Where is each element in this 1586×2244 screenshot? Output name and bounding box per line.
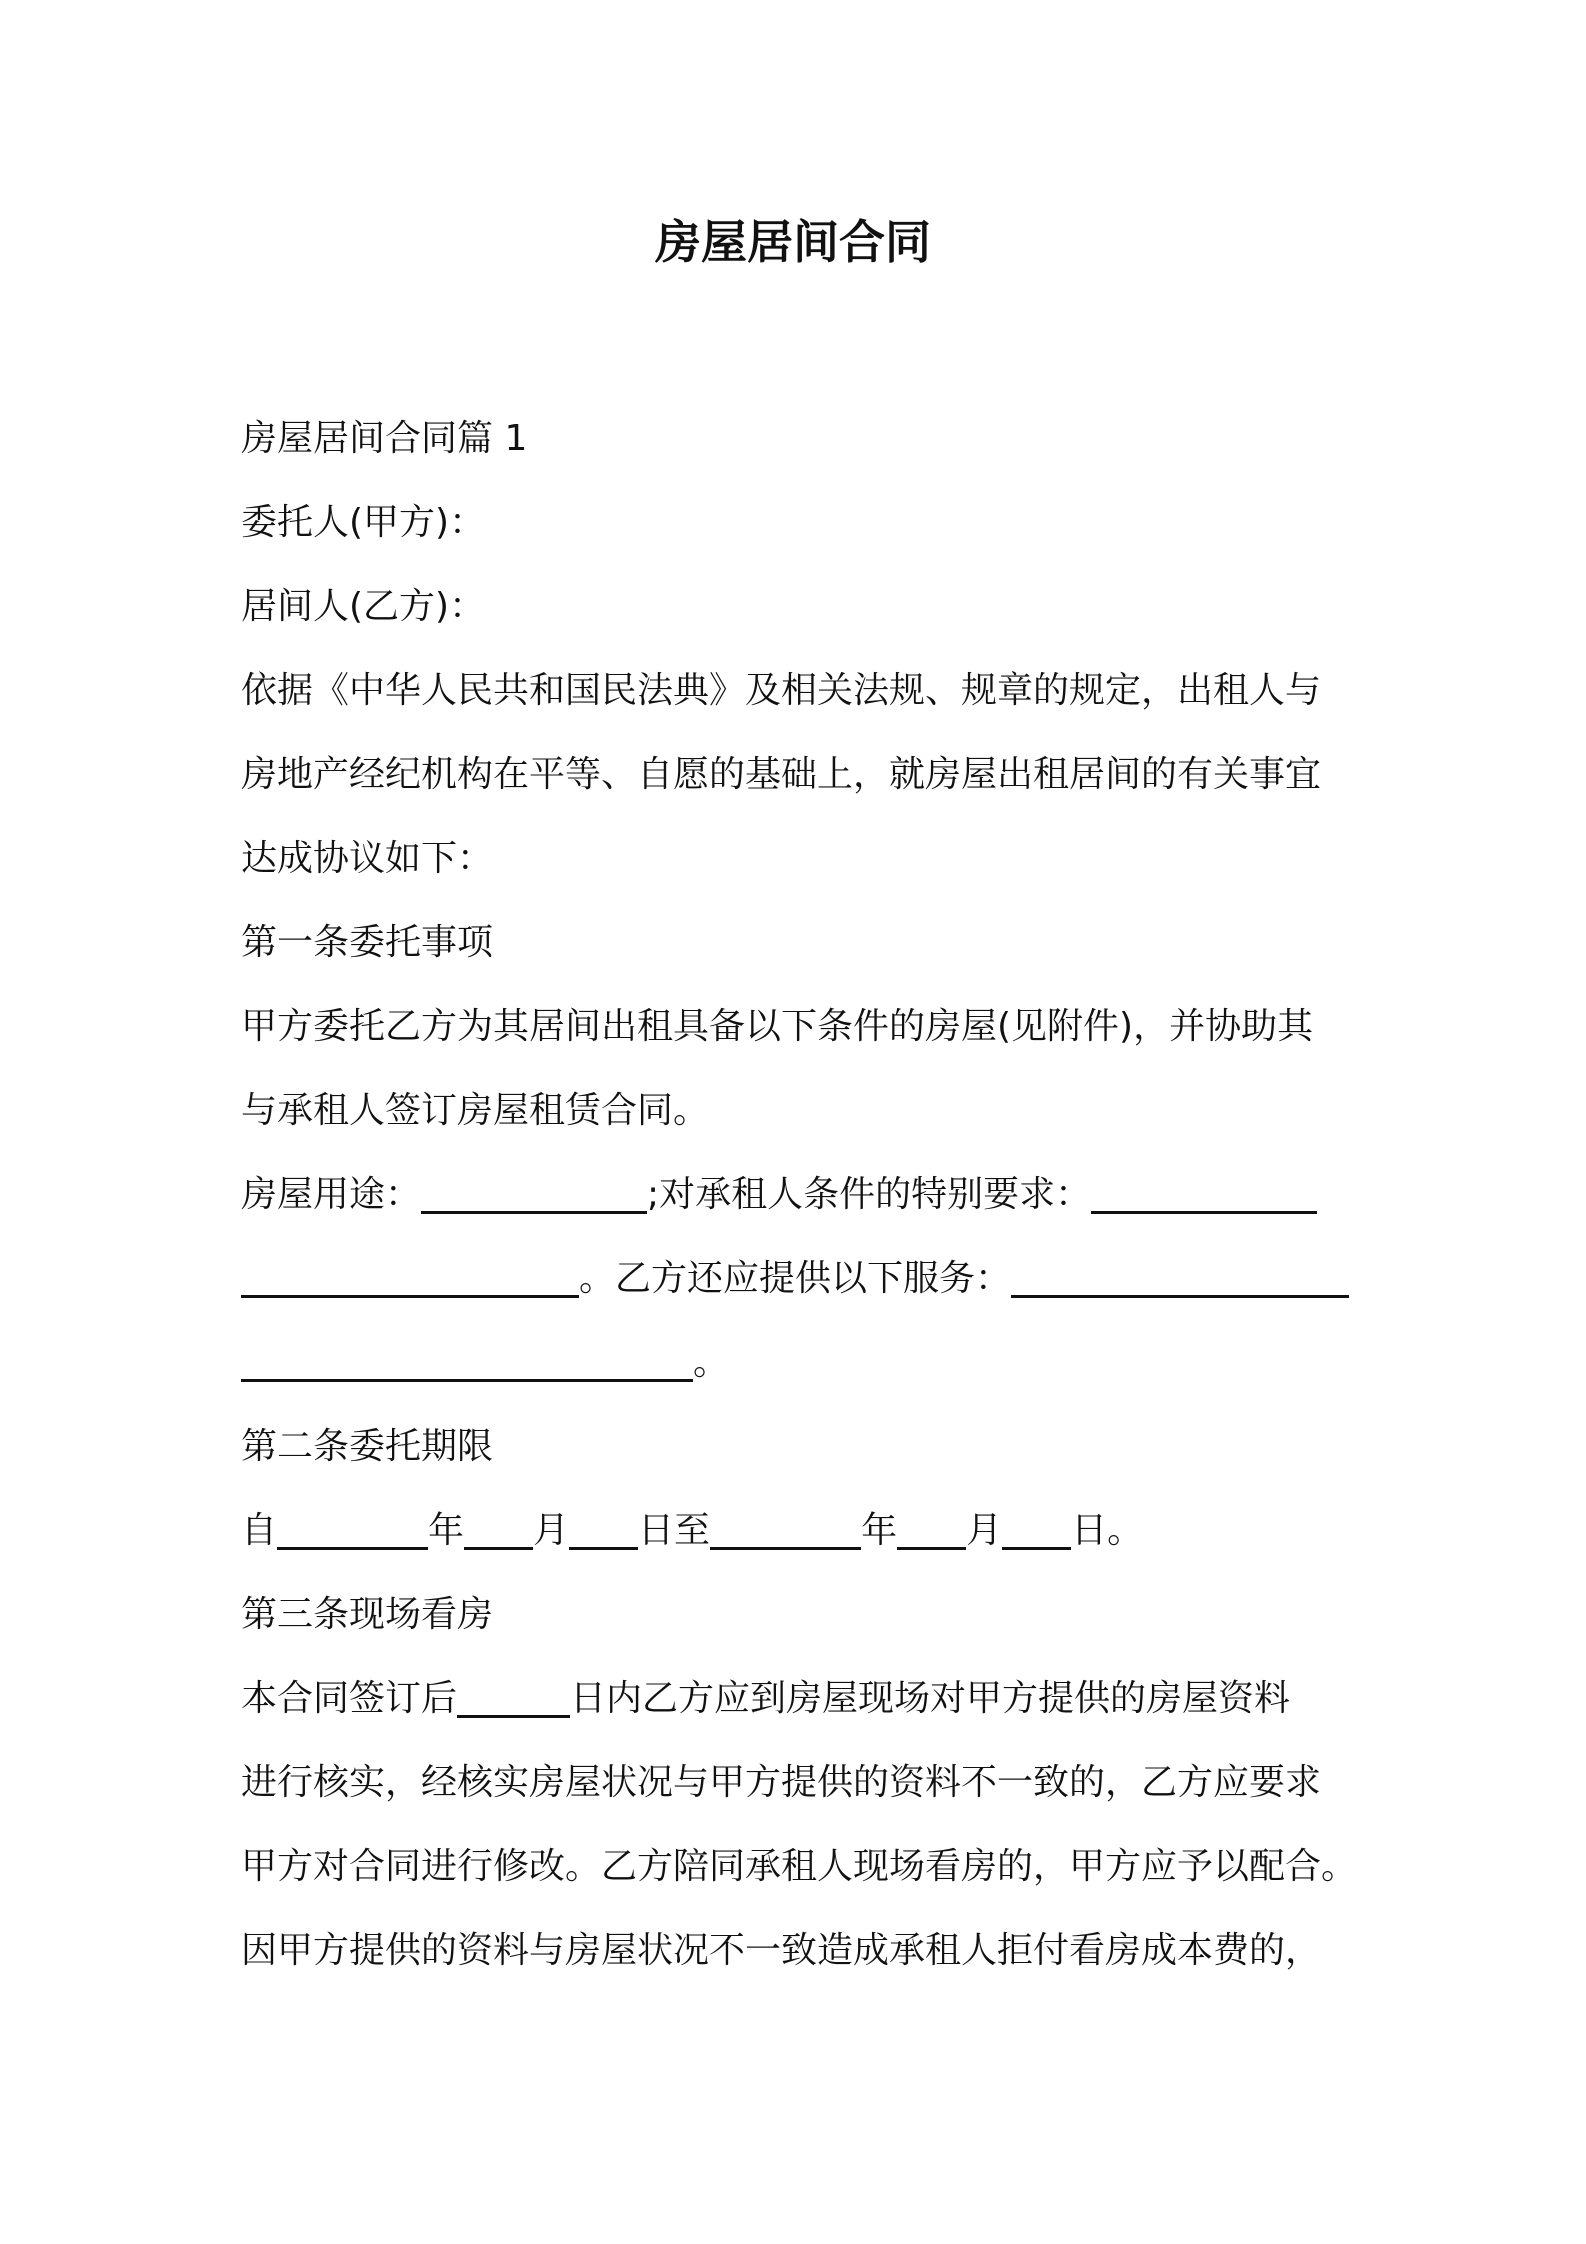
article-heading: 第三条现场看房 — [241, 1594, 494, 1635]
section-heading: 房屋居间合同篇 1 — [241, 418, 528, 459]
fill-label: 本合同签订后 — [241, 1678, 458, 1719]
paragraph-line: 与承租人签订房屋租赁合同。 — [241, 1090, 710, 1131]
party-a-line: 委托人(甲方)： — [241, 502, 486, 543]
paragraph-line: 达成协议如下： — [241, 838, 494, 879]
paragraph-line: 甲方对合同进行修改。乙方陪同承租人现场看房的，甲方应予以配合。 — [241, 1846, 1358, 1887]
blank-field[interactable] — [241, 1343, 693, 1382]
fill-label: 日内乙方应到房屋现场对甲方提供的房屋资料 — [570, 1678, 1291, 1719]
blank-field[interactable] — [1011, 1259, 1349, 1298]
fill-label: 。 — [693, 1342, 730, 1383]
fill-in-line — [241, 1170, 1356, 1220]
blank-field[interactable] — [1091, 1175, 1317, 1214]
paragraph-line: 房地产经纪机构在平等、自愿的基础上，就房屋出租居间的有关事宜 — [241, 754, 1322, 795]
fill-label: 月 — [533, 1510, 570, 1551]
fill-label: 房屋用途： — [241, 1174, 422, 1215]
blank-field[interactable] — [241, 1259, 579, 1298]
fill-label: ;对承租人条件的特别要求： — [647, 1174, 1092, 1215]
fill-in-line — [241, 1254, 1356, 1304]
blank-field[interactable] — [710, 1511, 861, 1550]
paragraph-line: 依据《中华人民共和国民法典》及相关法规、规章的规定，出租人与 — [241, 670, 1322, 711]
paragraph-line: 因甲方提供的资料与房屋状况不一致造成承租人拒付看房成本费的， — [241, 1930, 1322, 1971]
blank-field[interactable] — [421, 1175, 647, 1214]
fill-label: 年 — [428, 1510, 465, 1551]
fill-label: 年 — [861, 1510, 898, 1551]
fill-label: 日。 — [1071, 1510, 1144, 1551]
blank-field[interactable] — [277, 1511, 428, 1550]
fill-label: 。乙方还应提供以下服务： — [579, 1258, 1012, 1299]
fill-in-line — [241, 1338, 1356, 1388]
fill-label: 自 — [241, 1510, 278, 1551]
fill-label: 日至 — [638, 1510, 711, 1551]
fill-in-line — [241, 1674, 1356, 1724]
blank-field[interactable] — [569, 1511, 638, 1550]
paragraph-line: 甲方委托乙方为其居间出租具备以下条件的房屋(见附件)，并协助其 — [241, 1006, 1314, 1047]
paragraph-line: 进行核实，经核实房屋状况与甲方提供的资料不一致的，乙方应要求 — [241, 1762, 1322, 1803]
blank-field[interactable] — [457, 1679, 570, 1718]
document-title: 房屋居间合同 — [655, 215, 931, 269]
fill-label: 月 — [966, 1510, 1003, 1551]
article-heading: 第二条委托期限 — [241, 1426, 494, 1467]
date-range-line — [241, 1506, 1356, 1556]
party-b-line: 居间人(乙方)： — [241, 586, 486, 627]
article-heading: 第一条委托事项 — [241, 922, 494, 963]
blank-field[interactable] — [464, 1511, 533, 1550]
blank-field[interactable] — [897, 1511, 966, 1550]
blank-field[interactable] — [1002, 1511, 1071, 1550]
